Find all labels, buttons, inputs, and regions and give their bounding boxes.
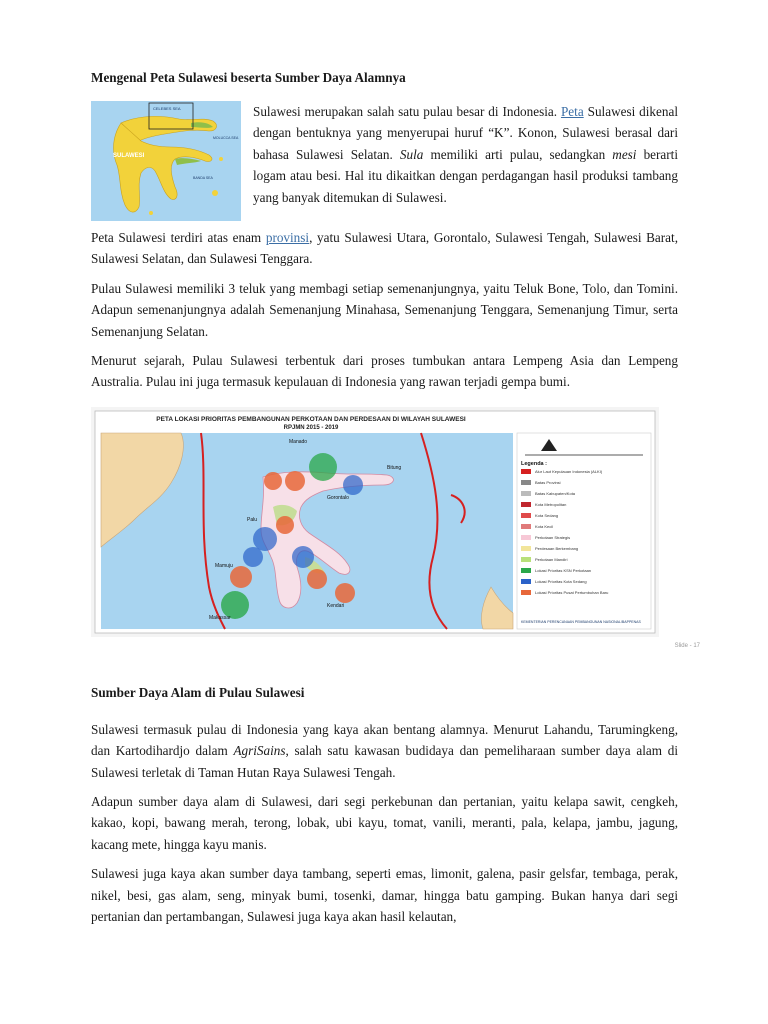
section-title-sda: Sumber Daya Alam di Pulau Sulawesi (91, 684, 305, 700)
paragraph-1: Sulawesi merupakan salah satu pulau besar di Indonesia. Peta Sulawesi dikenal dengan bentuknya yang menyerupai huruf “K”. Konon, Sulawesi berasal dari bahasa Sulawesi Selatan. Sula memiliki arti pulau, sedangkan mesi berarti logam atau besi. Hal itu dikaitkan dengan perdagangan hasil produksi tambang yang banyak ditemukan di Sulawesi. (253, 104, 678, 205)
city-label-manado: Manado (289, 438, 308, 445)
map-caption: Slide - 17 (674, 642, 700, 649)
city-label-palu: Palu (247, 516, 258, 523)
paragraph-3: Pulau Sulawesi memiliki 3 teluk yang membagi setiap semenanjungnya, yaitu Teluk Bone, Tolo, dan Tomini. Adapun semenanjungnya adalah Semenanjung Minahasa, Semenanjung Tenggara, Semenanjung Timur, serta Semenanjung Selatan. (91, 280, 678, 339)
legend-item-label: Kota Sedang (535, 512, 559, 518)
sulawesi-map-small (91, 101, 241, 221)
legend-swatch (521, 524, 531, 529)
legend-item-label: Lokasi Prioritas Kota Sedang (535, 578, 587, 584)
legend-swatch (521, 513, 531, 518)
legend-swatch (521, 535, 531, 540)
legend-item-label: Perkotaan Strategis (535, 534, 571, 540)
map-small-label-island: SULAWESI (113, 153, 145, 159)
legend-item-label: Batas Provinsi (535, 479, 561, 485)
legend-swatch (521, 568, 531, 573)
legend-swatch (521, 579, 531, 584)
paragraph-7: Sulawesi juga kaya akan sumber daya tambang, seperti emas, limonit, galena, pasir gelsfar, tembaga, perak, nikel, besi, gas alam, seng, minyak bumi, tosenki, damar, hingga batu gamping. Bukan hanya dari segi pertanian dan pertambangan, Sulawesi juga kaya akan hasil kelautan, (91, 866, 678, 925)
legend-item-label: Kota Kecil (535, 523, 554, 529)
legend-item-label: Alur Laut Kepulauan Indonesia (ALKI) (535, 468, 603, 474)
legend-swatch (521, 480, 531, 485)
paragraph-4: Menurut sejarah, Pulau Sulawesi terbentuk dari proses tumbukan antara Lempeng Asia dan Lempeng Australia. Pulau ini juga termasuk kepulauan di Indonesia yang rawan terjadi gempa bumi. (91, 353, 678, 390)
link-provinsi[interactable]: provinsi (265, 230, 310, 245)
legend-item-label: Lokasi Prioritas Pusat Pertumbuhan Baru (535, 589, 609, 595)
paragraph-2: Peta Sulawesi terdiri atas enam provinsi, yatu Sulawesi Utara, Gorontalo, Sulawesi Tengah, Sulawesi Barat, Sulawesi Selatan, dan Sulawesi Tenggara. (91, 230, 678, 267)
map-small-label-sea-top: CELEBES SEA (153, 106, 181, 111)
map-big-title: PETA LOKASI PRIORITAS PEMBANGUNAN PERKOTAAN DAN PERDESAAN DI WILAYAH SULAWESI (156, 415, 466, 423)
legend-swatch (521, 491, 531, 496)
article-title: Mengenal Peta Sulawesi beserta Sumber Daya Alamnya (91, 70, 406, 85)
legend-swatch (521, 502, 531, 507)
sulawesi-priority-map (91, 407, 659, 637)
legend-item-label: Batas Kabupaten/Kota (535, 490, 576, 496)
map-small-label-sea-right: MOLUCCA SEA (213, 136, 239, 140)
legend-swatch (521, 469, 531, 474)
intro-row (91, 101, 678, 221)
city-label-mamuju: Mamuju (215, 562, 233, 569)
legend-swatch (521, 557, 531, 562)
map-small-label-sea-bottom: BANDA SEA (193, 176, 213, 180)
paragraph-6: Adapun sumber daya alam di Sulawesi, dari segi perkebunan dan pertanian, yaitu kelapa sawit, cengkeh, kakao, kopi, bawang merah, terong, lobak, ubi kayu, tomat, vanili, meranti, pala, kelapa, jambu, jagung, kacang mete, hingga kayu manis. (91, 794, 678, 852)
link-peta[interactable]: Peta (560, 104, 584, 119)
legend-item-label: Perdesaan Berkembang (535, 545, 579, 551)
paragraph-5: Sulawesi termasuk pulau di Indonesia yang kaya akan bentang alamnya. Menurut Lahandu, Tarumingkeng, dan Kartodihardjo dalam AgriSains, salah satu kawasan budidaya dan pemeliharaan sumber daya alam di Sulawesi terletak di Taman Hutan Raya Sulawesi Tengah. (91, 721, 678, 780)
city-label-bitung: Bitung (387, 464, 402, 471)
city-label-makassar: Makassar (209, 614, 231, 621)
legend-item-label: Kota Metropolitan (535, 501, 567, 507)
legend-title: Legenda : (521, 460, 547, 467)
map-big-subtitle: RPJMN 2015 - 2019 (283, 424, 339, 431)
legend-swatch (521, 546, 531, 551)
legend-item-label: Perkotaan Mandiri (535, 556, 568, 562)
city-label-gorontalo: Gorontalo (327, 494, 349, 501)
city-label-kendari: Kendari (327, 602, 345, 609)
map-big-footer: KEMENTERIAN PERENCANAAN PEMBANGUNAN NASIONAL/BAPPENAS (521, 619, 641, 624)
legend-item-label: Lokasi Prioritas KSN Perkotaan (535, 567, 592, 573)
legend-swatch (521, 590, 531, 595)
